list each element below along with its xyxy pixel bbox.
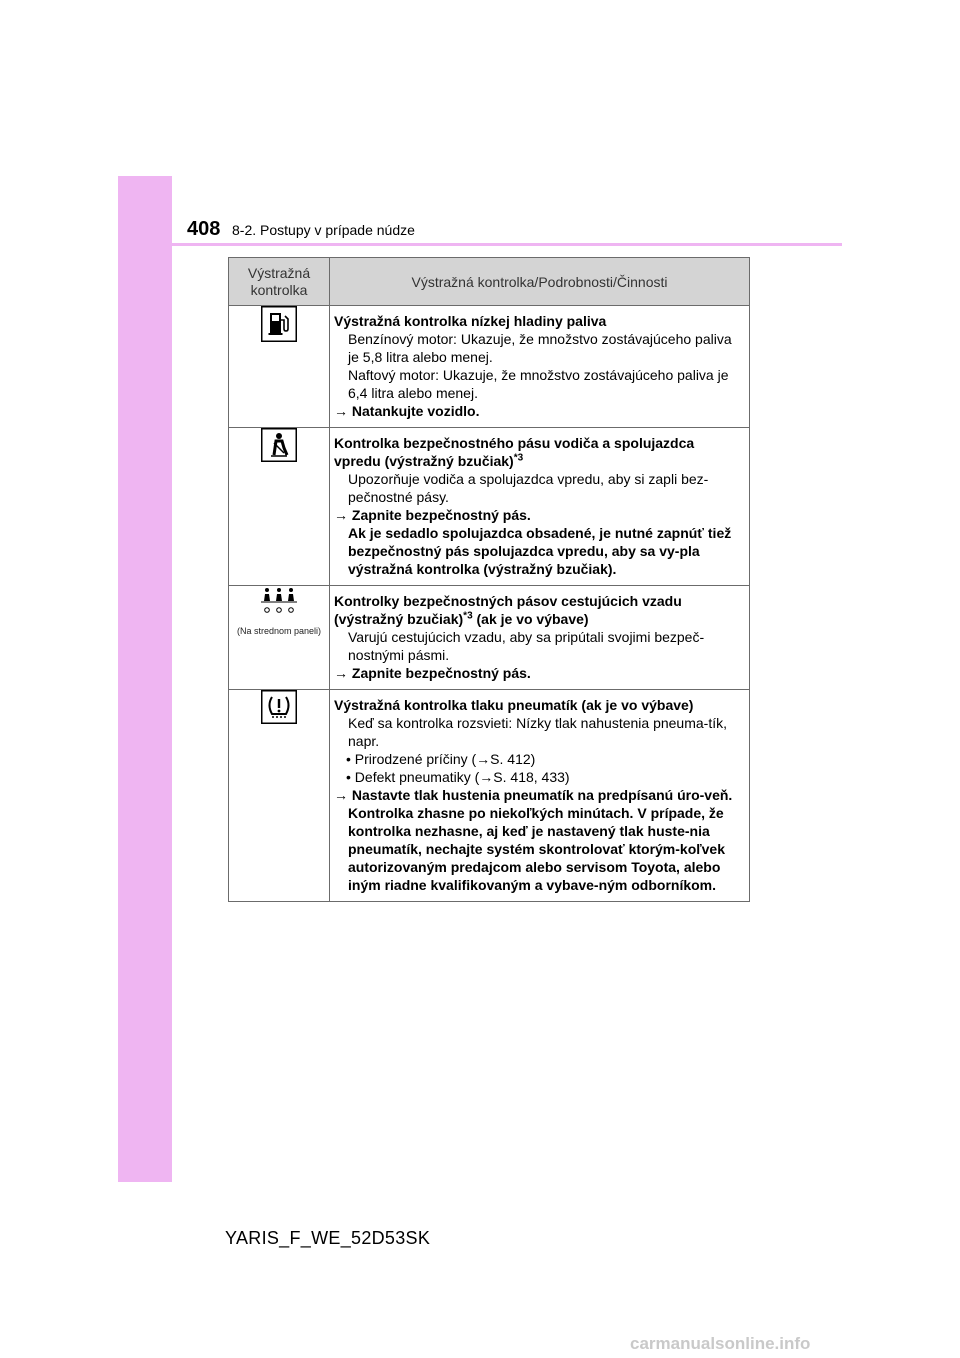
row-title xyxy=(334,592,744,628)
icon-cell xyxy=(229,690,330,902)
arrow-icon: → xyxy=(334,403,348,419)
icon-cell xyxy=(229,306,330,428)
action-line xyxy=(334,402,744,420)
table-header-row xyxy=(229,258,750,306)
action-note: Ak je sedadlo spolujazdca obsadené, je nutné zapnúť tiež bezpečnostný pás spolujazdca vpredu, aby sa vy-pla výstražná kontrolka (výstražný bzučiak). xyxy=(348,525,732,577)
footnote-ref: *3 xyxy=(513,452,524,464)
detail-line: Benzínový motor: Ukazuje, že množstvo zostávajúceho paliva je 5,8 litra alebo menej. xyxy=(348,331,732,365)
action-line xyxy=(334,786,744,804)
arrow-icon: → xyxy=(334,787,348,803)
row-title xyxy=(334,434,744,470)
table-row xyxy=(229,690,750,902)
action-text: Nastavte tlak hustenia pneumatík na predpísanú úro-veň. xyxy=(351,787,733,803)
table-row xyxy=(229,428,750,586)
row-title-suffix: (ak je vo výbave) xyxy=(472,611,589,627)
details-cell xyxy=(330,306,750,428)
action-text: Zapnite bezpečnostný pás. xyxy=(351,665,531,681)
detail-line: Upozorňuje vodiča a spolujazdca vpredu, aby si zapli bez-pečnostné pásy. xyxy=(348,471,709,505)
details-cell xyxy=(330,586,750,690)
detail-line: Varujú cestujúcich vzadu, aby sa pripútali svojimi bezpeč-nostnými pásmi. xyxy=(348,629,705,663)
header-rule xyxy=(118,243,842,246)
table-row xyxy=(229,586,750,690)
details-cell xyxy=(330,690,750,902)
document-code: YARIS_F_WE_52D53SK xyxy=(225,1228,431,1248)
icon-cell xyxy=(229,428,330,586)
row-title-text: Kontrolky bezpečnostných pásov cestujúcich vzadu (výstražný bzučiak) xyxy=(334,593,682,627)
warning-lights-table xyxy=(228,257,750,902)
action-text: Natankujte vozidlo. xyxy=(351,403,480,419)
fuel-pump-icon xyxy=(261,306,297,346)
col-header-details: Výstražná kontrolka/Podrobnosti/Činnosti xyxy=(330,258,750,306)
tire-pressure-icon xyxy=(261,690,297,728)
icon-cell xyxy=(229,586,330,690)
table-row xyxy=(229,306,750,428)
seatbelt-icon xyxy=(261,428,297,466)
page-number: 408 xyxy=(187,218,221,240)
chapter-side-tab xyxy=(118,176,172,1182)
row-title: Výstražná kontrolka nízkej hladiny paliva xyxy=(334,313,607,329)
watermark: carmanualsonline.info xyxy=(630,1334,811,1353)
action-line xyxy=(334,664,744,682)
detail-line: Naftový motor: Ukazuje, že množstvo zostávajúceho paliva je 6,4 litra alebo menej. xyxy=(348,367,729,401)
bullet-item: • Prirodzené príčiny (→S. 412) xyxy=(346,751,536,767)
row-title: Výstražná kontrolka tlaku pneumatík (ak je vo výbave) xyxy=(334,697,694,713)
icon-caption: (Na strednom paneli) xyxy=(236,626,322,636)
footnote-ref: *3 xyxy=(463,610,473,622)
col-header-light: Výstražná kontrolka xyxy=(229,258,330,306)
detail-line: Keď sa kontrolka rozsvieti: Nízky tlak nahustenia pneuma-tík, napr. xyxy=(348,715,727,749)
row-title-text: Kontrolka bezpečnostného pásu vodiča a spolujazdca vpredu (výstražný bzučiak) xyxy=(334,435,695,469)
arrow-icon: → xyxy=(334,507,348,523)
arrow-icon: → xyxy=(334,665,348,681)
action-line xyxy=(334,506,744,524)
bullet-item: • Defekt pneumatiky (→S. 418, 433) xyxy=(346,769,570,785)
details-cell xyxy=(330,428,750,586)
rear-seatbelts-icon xyxy=(259,586,299,620)
action-text: Zapnite bezpečnostný pás. xyxy=(351,507,531,523)
section-title: 8-2. Postupy v prípade núdze xyxy=(232,222,415,238)
action-note: Kontrolka zhasne po niekoľkých minútach. V prípade, že kontrolka nezhasne, aj keď je nastavený tlak huste-nia pneumatík, nechajte systém skontrolovať ktorým-koľvek autorizovaným predajcom alebo servisom Toyota, alebo iným riadne kvalifikovaným a vybave-ným odborníkom. xyxy=(348,805,726,893)
